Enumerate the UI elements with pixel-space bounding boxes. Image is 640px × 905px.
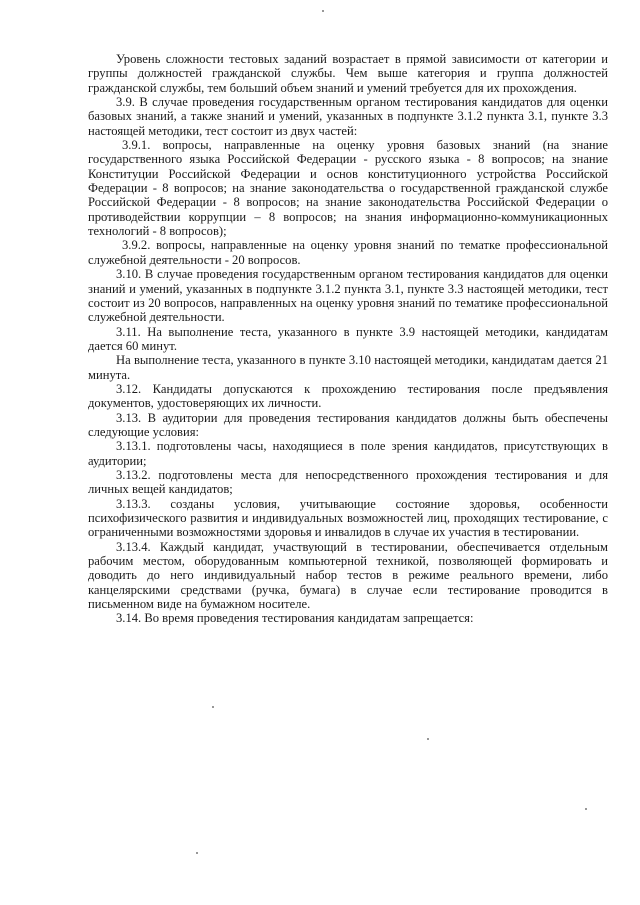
paragraph-3-12: 3.12. Кандидаты допускаются к прохождению тестирования после предъявления документов, удостоверяющих их личности. [88,381,608,411]
paragraph-3-9-2: 3.9.2. вопросы, направленные на оценку уровня знаний по тематке профессиональной служебной деятельности - 20 вопросов. [88,238,608,267]
paragraph-3-11: 3.11. На выполнение теста, указанного в пункте 3.9 настоящей методики, кандидатам дается 60 минут. [88,324,608,353]
document-body [88,52,608,626]
scan-speck [212,706,214,708]
paragraph-3-13: 3.13. В аудитории для проведения тестирования кандидатов должны быть обеспечены следующие условия: [88,410,608,439]
paragraph-3-11-cont: На выполнение теста, указанного в пункте 3.10 настоящей методики, кандидатам дается 21 минута. [88,353,608,382]
paragraph-3-13-3: 3.13.3. созданы условия, учитывающие состояние здоровья, особенности психофизического развития и индивидуальных возможностей лиц, проходящих тестирование, с ограниченными возможностями здоровья и инвалидов в случае их участия в тестировании. [88,496,608,540]
paragraph-3-10: 3.10. В случае проведения государственным органом тестирования кандидатов для оценки знаний и умений, указанных в подпункте 3.1.2 пункта 3.1, пункте 3.3 настоящей методики, тест состоит из 20 вопросов, направленных на оценку уровня знаний по тематике профессиональной служебной деятельности. [88,267,608,325]
paragraph-3-13-1: 3.13.1. подготовлены часы, находящиеся в поле зрения кандидатов, присутствующих в аудитории; [88,439,608,468]
paragraph-3-14: 3.14. Во время проведения тестирования кандидатам запрещается: [116,611,474,626]
paragraph-3-9: 3.9. В случае проведения государственным органом тестирования кандидатов для оценки базовых знаний, а также знаний и умений, указанных в подпункте 3.1.2 пункта 3.1, пункте 3.3 настоящей методики, тест состоит из двух частей: [88,95,608,138]
paragraph-3-9-1: 3.9.1. вопросы, направленные на оценку уровня базовых знаний (на знание государственного языка Российской Федерации - русского языка - 8 вопросов; на знание Конституции Российской Федерации и основ конституционного устройства Российской Федерации - 8 вопросов; на знание законодательства о государственной гражданской службе Российской Федерации - 8 вопросов; на знание законодательства Российской Федерации о противодействии коррупции – 8 вопросов; на знания информационно-коммуникационных технологий - 8 вопросов); [88,138,608,239]
scan-speck [322,10,324,12]
paragraph-intro: Уровень сложности тестовых заданий возрастает в прямой зависимости от категории и группы должностей гражданской службы. Чем выше категория и группа должностей гражданской службы, тем больший объем знаний и умений требуется для их прохождения. [88,52,608,95]
scan-speck [585,808,587,810]
paragraph-3-13-4: 3.13.4. Каждый кандидат, участвующий в тестировании, обеспечивается отдельным рабочим местом, оборудованным компьютерной техникой, позволяющей формировать и доводить до него индивидуальный набор тестов в режиме реального времени, либо канцелярскими средствами (ручка, бумага) в случае если тестирование проводится в письменном виде на бумажном носителе. [88,539,608,612]
paragraph-3-13-2: 3.13.2. подготовлены места для непосредственного прохождения тестирования и для личных вещей кандидатов; [88,467,608,497]
scan-speck [427,738,429,740]
scan-speck [196,852,198,854]
